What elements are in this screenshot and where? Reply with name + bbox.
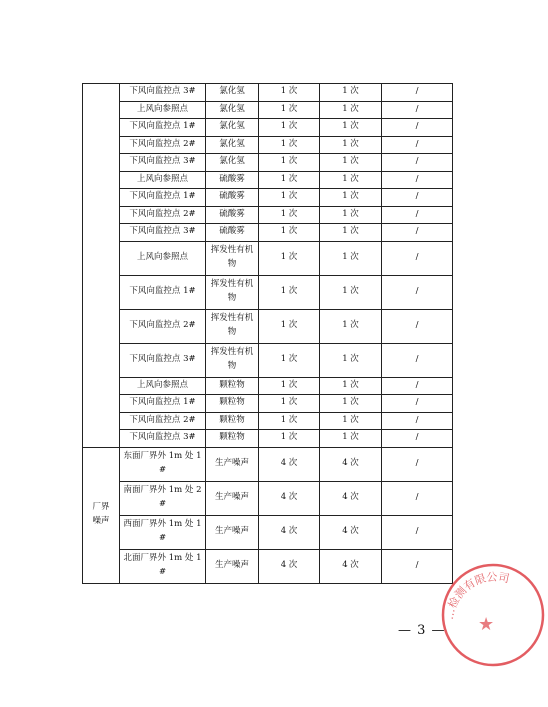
table-row (83, 430, 453, 448)
point-cell: 下风向监控点 3# (120, 154, 206, 172)
note-cell: / (382, 136, 453, 154)
freq-b-cell: 4 次 (320, 515, 382, 549)
point-cell: 下风向监控点 3# (120, 224, 206, 242)
item-cell: 硫酸雾 (206, 189, 259, 207)
freq-b-cell: 4 次 (320, 447, 382, 481)
point-cell: 下风向监控点 1# (120, 275, 206, 309)
freq-a-cell: 1 次 (259, 84, 320, 102)
item-cell: 氯化氢 (206, 119, 259, 137)
table-row (83, 154, 453, 172)
freq-b-cell: 1 次 (320, 309, 382, 343)
note-cell: / (382, 430, 453, 448)
freq-a-cell: 1 次 (259, 189, 320, 207)
svg-text:…检测有限公司 (443, 570, 511, 620)
note-cell: / (382, 549, 453, 583)
freq-a-cell: 1 次 (259, 377, 320, 395)
freq-a-cell: 4 次 (259, 515, 320, 549)
note-cell: / (382, 101, 453, 119)
note-cell: / (382, 275, 453, 309)
item-cell: 颗粒物 (206, 395, 259, 413)
table-row (83, 412, 453, 430)
point-cell: 下风向监控点 1# (120, 189, 206, 207)
freq-b-cell: 1 次 (320, 343, 382, 377)
item-cell: 硫酸雾 (206, 224, 259, 242)
freq-a-cell: 1 次 (259, 206, 320, 224)
freq-b-cell: 4 次 (320, 481, 382, 515)
freq-a-cell: 1 次 (259, 241, 320, 275)
point-cell: 北面厂界外 1m 处 1# (120, 549, 206, 583)
point-cell: 下风向监控点 1# (120, 119, 206, 137)
freq-a-cell: 1 次 (259, 101, 320, 119)
table-row (83, 549, 453, 583)
note-cell: / (382, 84, 453, 102)
table-row (83, 343, 453, 377)
freq-a-cell: 1 次 (259, 224, 320, 242)
point-cell: 下风向监控点 2# (120, 136, 206, 154)
svg-text:★: ★ (478, 614, 495, 635)
table-row (83, 309, 453, 343)
note-cell: / (382, 154, 453, 172)
freq-a-cell: 1 次 (259, 171, 320, 189)
table-row (83, 119, 453, 137)
table-row (83, 241, 453, 275)
freq-a-cell: 4 次 (259, 447, 320, 481)
monitoring-table (82, 83, 453, 584)
item-cell: 生产噪声 (206, 447, 259, 481)
table-row (83, 275, 453, 309)
page-number: — 3 — (398, 623, 446, 638)
freq-a-cell: 1 次 (259, 343, 320, 377)
item-cell: 生产噪声 (206, 481, 259, 515)
note-cell: / (382, 224, 453, 242)
item-cell: 硫酸雾 (206, 171, 259, 189)
point-cell: 下风向监控点 1# (120, 395, 206, 413)
company-seal (438, 560, 548, 670)
freq-b-cell: 1 次 (320, 189, 382, 207)
item-cell: 氯化氢 (206, 136, 259, 154)
note-cell: / (382, 377, 453, 395)
freq-b-cell: 1 次 (320, 395, 382, 413)
item-cell: 硫酸雾 (206, 206, 259, 224)
table-row (83, 515, 453, 549)
item-cell: 挥发性有机物 (206, 309, 259, 343)
table-row (83, 136, 453, 154)
freq-b-cell: 1 次 (320, 224, 382, 242)
point-cell: 上风向参照点 (120, 101, 206, 119)
item-cell: 挥发性有机物 (206, 275, 259, 309)
freq-b-cell: 1 次 (320, 84, 382, 102)
point-cell: 上风向参照点 (120, 377, 206, 395)
note-cell: / (382, 412, 453, 430)
freq-a-cell: 1 次 (259, 412, 320, 430)
table-row (83, 224, 453, 242)
table-row (83, 447, 453, 481)
table-row (83, 84, 453, 102)
freq-b-cell: 1 次 (320, 119, 382, 137)
freq-b-cell: 1 次 (320, 154, 382, 172)
freq-a-cell: 4 次 (259, 481, 320, 515)
freq-a-cell: 1 次 (259, 309, 320, 343)
freq-a-cell: 1 次 (259, 395, 320, 413)
note-cell: / (382, 481, 453, 515)
table-row (83, 101, 453, 119)
item-cell: 氯化氢 (206, 101, 259, 119)
note-cell: / (382, 241, 453, 275)
freq-a-cell: 4 次 (259, 549, 320, 583)
freq-b-cell: 4 次 (320, 549, 382, 583)
note-cell: / (382, 206, 453, 224)
freq-b-cell: 1 次 (320, 206, 382, 224)
freq-b-cell: 1 次 (320, 412, 382, 430)
point-cell: 南面厂界外 1m 处 2# (120, 481, 206, 515)
table-row (83, 206, 453, 224)
note-cell: / (382, 447, 453, 481)
freq-b-cell: 1 次 (320, 430, 382, 448)
item-cell: 颗粒物 (206, 412, 259, 430)
freq-a-cell: 1 次 (259, 119, 320, 137)
freq-b-cell: 1 次 (320, 171, 382, 189)
freq-a-cell: 1 次 (259, 275, 320, 309)
point-cell: 下风向监控点 2# (120, 412, 206, 430)
freq-b-cell: 1 次 (320, 377, 382, 395)
point-cell: 上风向参照点 (120, 171, 206, 189)
freq-b-cell: 1 次 (320, 101, 382, 119)
point-cell: 下风向监控点 2# (120, 309, 206, 343)
point-cell: 西面厂界外 1m 处 1# (120, 515, 206, 549)
table-row (83, 377, 453, 395)
item-cell: 挥发性有机物 (206, 241, 259, 275)
note-cell: / (382, 343, 453, 377)
note-cell: / (382, 119, 453, 137)
item-cell: 生产噪声 (206, 549, 259, 583)
note-cell: / (382, 171, 453, 189)
freq-a-cell: 1 次 (259, 136, 320, 154)
point-cell: 下风向监控点 2# (120, 206, 206, 224)
table-row (83, 481, 453, 515)
point-cell: 上风向参照点 (120, 241, 206, 275)
freq-a-cell: 1 次 (259, 430, 320, 448)
table-row (83, 171, 453, 189)
freq-b-cell: 1 次 (320, 275, 382, 309)
item-cell: 颗粒物 (206, 430, 259, 448)
item-cell: 氯化氢 (206, 154, 259, 172)
item-cell: 氯化氢 (206, 84, 259, 102)
seal-text: …检测有限公司 (442, 570, 511, 621)
note-cell: / (382, 309, 453, 343)
point-cell: 东面厂界外 1m 处 1# (120, 447, 206, 481)
category-cell-air (83, 84, 120, 448)
freq-a-cell: 1 次 (259, 154, 320, 172)
table-body (83, 84, 453, 584)
item-cell: 颗粒物 (206, 377, 259, 395)
freq-b-cell: 1 次 (320, 136, 382, 154)
note-cell: / (382, 395, 453, 413)
table-row (83, 395, 453, 413)
point-cell: 下风向监控点 3# (120, 343, 206, 377)
item-cell: 生产噪声 (206, 515, 259, 549)
category-cell-noise: 厂界噪声 (83, 447, 120, 583)
point-cell: 下风向监控点 3# (120, 430, 206, 448)
note-cell: / (382, 189, 453, 207)
freq-b-cell: 1 次 (320, 241, 382, 275)
item-cell: 挥发性有机物 (206, 343, 259, 377)
table-row (83, 189, 453, 207)
point-cell: 下风向监控点 3# (120, 84, 206, 102)
note-cell: / (382, 515, 453, 549)
